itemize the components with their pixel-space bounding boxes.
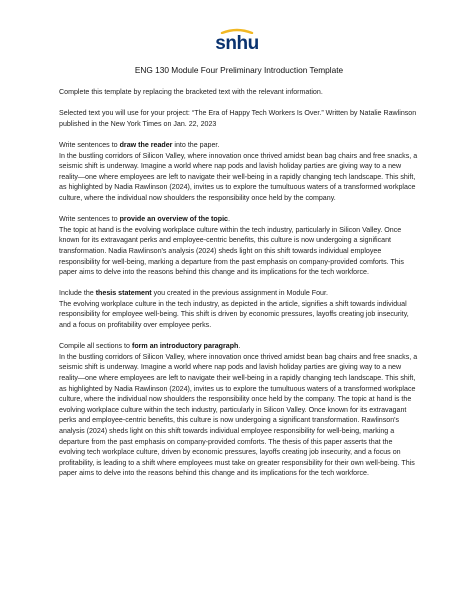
section-prompt — [59, 140, 419, 151]
prompt-bold-text: provide an overview of the topic — [119, 215, 228, 224]
prompt-bold-text: form an introductory paragraph — [131, 342, 239, 351]
section-prompt — [59, 214, 419, 225]
section-body: In the bustling corridors of Silicon Valley, where innovation once thrived amidst bean bag chairs and free snacks, a seismic shift is underway. Imagine a world where nap pods and lavish holiday parties are giving way to a new reality—one where employees are left to navigate their well-being in a rapidly changing tech landscape. This shift, as highlighted by Nadia Rawlinson (2024), invites us to explore the tumultuous waters of a transformed workplace culture, where the individual now shoulders the responsibility once held by the company. The topic at hand is the evolving workplace culture within the tech industry, particularly in Silicon Valley. Once known for its extravagant perks and employee-centric benefits, this culture is now undergoing a significant transformation. Rawlinson's analysis (2024) sheds light on this shift towards individual employee responsibility for well-being, marking a departure from the past emphasis on company-provided comforts. The thesis of this paper asserts that the evolving tech workplace culture, driven by economic pressures, layoffs creating job insecurity, and a focus on profitability, is leading to a shift where employees must take on greater responsibility for their own well-being. This paper aims to delve into the reasons behind this change and its implications for the tech workforce. — [59, 352, 418, 478]
section-body: In the bustling corridors of Silicon Valley, where innovation once thrived amidst bean bag chairs and free snacks, a seismic shift is underway. Imagine a world where nap pods and lavish holiday parties are giving way to a new reality—one where employees are left to navigate their well-being in a rapidly changing tech landscape. This shift, as highlighted by Nadia Rawlinson (2024), invites us to explore the tumultuous waters of a transformed workplace culture, where the individual now shoulders the responsibility once held by the company. — [59, 151, 418, 202]
section-body: The evolving workplace culture in the tech industry, as depicted in the article, signifies a shift towards individual responsibility for employee well-being. This shift is driven by economic pressures, layoffs creating job insecurity, and a focus on profitability over employee perks. — [59, 299, 409, 330]
section-prompt — [59, 288, 419, 299]
section-body: The topic at hand is the evolving workplace culture within the tech industry, particularly in Silicon Valley. Once known for its extravagant perks and employee-centric benefits, this culture is now undergoing a significant transformation. Nadia Rawlinson's analysis (2024) sheds light on this shift towards individual employee responsibility for well-being, marking a departure from the past emphasis on company-provided comforts. This paper aims to delve into the reasons behind this change and its implications for the tech workforce. — [59, 225, 404, 277]
logo-wordmark: snhu — [215, 33, 259, 54]
prompt-text: into the paper. — [172, 140, 220, 149]
prompt-text: Write sentences to — [59, 215, 120, 224]
section-prompt — [59, 341, 419, 352]
prompt-text: you created in the previous assignment in Module Four. — [151, 289, 328, 298]
section-thesis — [59, 288, 419, 330]
section-introductory-paragraph — [59, 341, 419, 479]
prompt-text: . — [238, 342, 241, 351]
snhu-logo — [0, 28, 474, 54]
section-draw-reader — [59, 140, 419, 204]
section-overview — [59, 214, 419, 278]
prompt-text: Compile all sections to — [59, 342, 132, 351]
prompt-text: . — [228, 215, 230, 224]
selected-text-line: Selected text you will use for your project: “The Era of Happy Tech Workers Is Over.” Written by Natalie Rawlinson published in the New York Times on Jan. 22, 2023 — [59, 109, 417, 128]
prompt-text: Include the — [59, 289, 96, 298]
prompt-text: Write sentences to — [59, 140, 120, 149]
prompt-bold-text: draw the reader — [119, 140, 173, 149]
document-body — [59, 64, 419, 490]
instructions-text: Complete this template by replacing the bracketed text with the relevant information. — [59, 88, 323, 96]
document-title: ENG 130 Module Four Preliminary Introduction Template — [134, 65, 344, 75]
prompt-bold-text: thesis statement — [95, 289, 152, 298]
